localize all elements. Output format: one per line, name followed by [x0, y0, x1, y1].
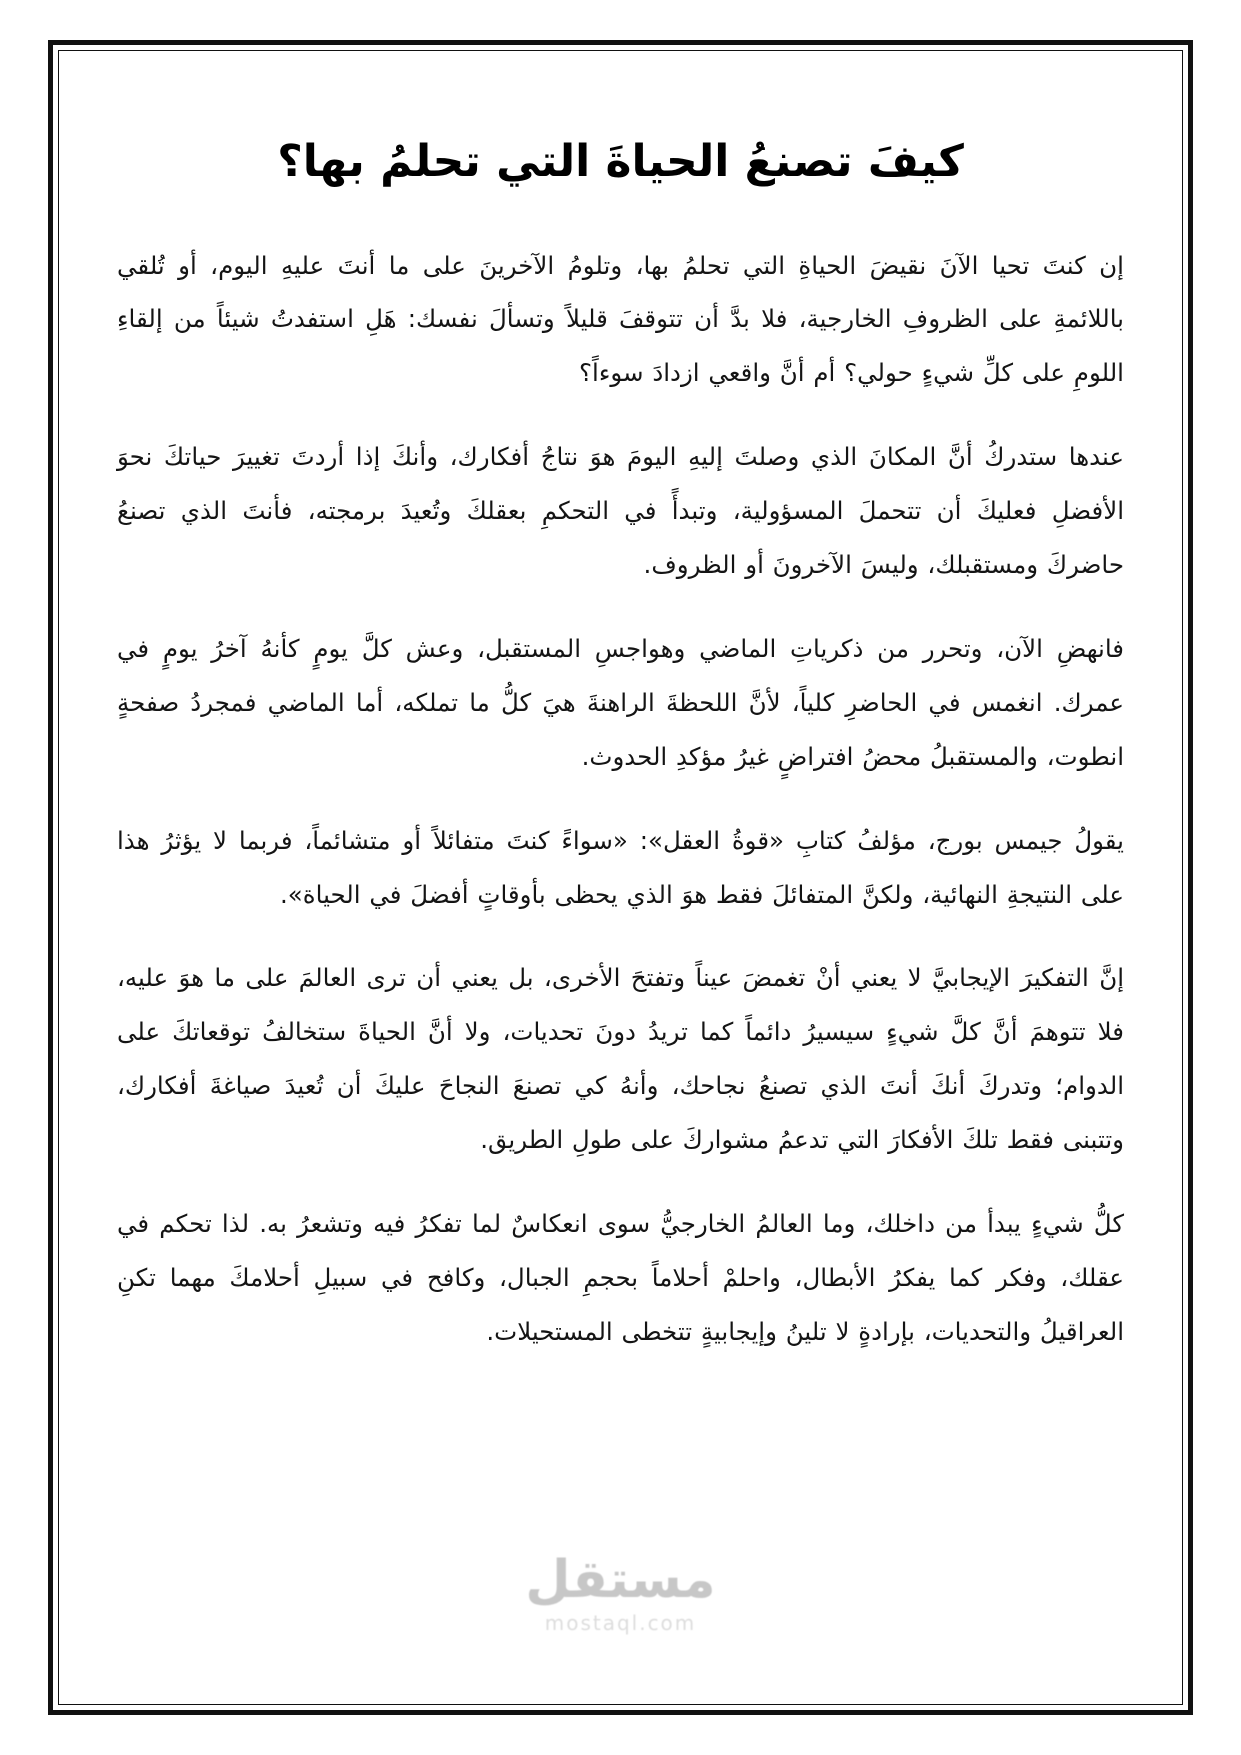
paragraph-6: كلُّ شيءٍ يبدأ من داخلك، وما العالمُ الخارجيُّ سوى انعكاسٌ لما تفكرُ فيه وتشعرُ به. لذا تحكم في عقلك، وفكر كما يفكرُ الأبطال، واحلمْ أحلاماً بحجمِ الجبال، وكافح في سبيلِ أحلامكَ مهما تكنِ العراقيلُ والتحديات، بإرادةٍ لا تلينُ وإيجابيةٍ تتخطى المستحيلات. [117, 1208, 1124, 1346]
page-title: كيفَ تصنعُ الحياةَ التي تحلمُ بها؟ [277, 136, 964, 187]
paragraph-3: فانهضِ الآن، وتحرر من ذكرياتِ الماضي وهواجسِ المستقبل، وعش كلَّ يومٍ كأنهُ آخرُ يومٍ في عمرك. انغمس في الحاضرِ كلياً، لأنَّ اللحظةَ الراهنةَ هيَ كلُّ ما تملكه، أما الماضي فمجردُ صفحةٍ انطوت، والمستقبلُ محضُ افتراضٍ غيرُ مؤكدِ الحدوث. [117, 633, 1124, 771]
page-content [59, 51, 1182, 1704]
paragraph-4: يقولُ جيمس بورج، مؤلفُ كتابِ «قوةُ العقل»: «سواءً كنتَ متفائلاً أو متشائماً، فربما لا يؤثرُ هذا على النتيجةِ النهائية، ولكنَّ المتفائلَ فقط هوَ الذي يحظى بأوقاتٍ أفضلَ في الحياة». [117, 825, 1124, 909]
mostaql-logo: مستقل [525, 1549, 716, 1610]
watermark-url-text: mostaql.com [544, 1611, 697, 1635]
paragraph-1: إن كنتَ تحيا الآنَ نقيضَ الحياةِ التي تحلمُ بها، وتلومُ الآخرينَ على ما أنتَ عليهِ اليوم، أو تُلقي باللائمةِ على الظروفِ الخارجية، فلا بدَّ أن تتوقفَ قليلاً وتسألَ نفسك: هَلِ استفدتُ شيئاً من إلقاءِ اللومِ على كلِّ شيءٍ حولي؟ أم أنَّ واقعي ازدادَ سوءاً؟ [117, 250, 1124, 388]
paragraph-5: إنَّ التفكيرَ الإيجابيَّ لا يعني أنْ تغمضَ عيناً وتفتحَ الأخرى، بل يعني أن ترى العالمَ على ما هوَ عليه، فلا تتوهمَ أنَّ كلَّ شيءٍ سيسيرُ دائماً كما تريدُ دونَ تحديات، ولا أنَّ الحياةَ ستخالفُ توقعاتكَ على الدوام؛ وتدركَ أنكَ أنتَ الذي تصنعُ نجاحك، وأنهُ كي تصنعَ النجاحَ عليكَ أن تُعيدَ صياغةَ أفكارك، وتتبنى فقط تلكَ الأفكارَ التي تدعمُ مشواركَ على طولِ الطريق. [117, 963, 1124, 1155]
paragraph-2: عندها ستدركُ أنَّ المكانَ الذي وصلتَ إليهِ اليومَ هوَ نتاجُ أفكارك، وأنكَ إذا أردتَ تغييرَ حياتكَ نحوَ الأفضلِ فعليكَ أن تتحملَ المسؤولية، وتبدأً في التحكمِ بعقلكَ وتُعيدَ برمجته، فأنتَ الذي تصنعُ حاضركَ ومستقبلك، وليسَ الآخرونَ أو الظروف. [117, 442, 1124, 580]
page-border-outer [48, 40, 1193, 1715]
page-border-inner [58, 50, 1183, 1705]
